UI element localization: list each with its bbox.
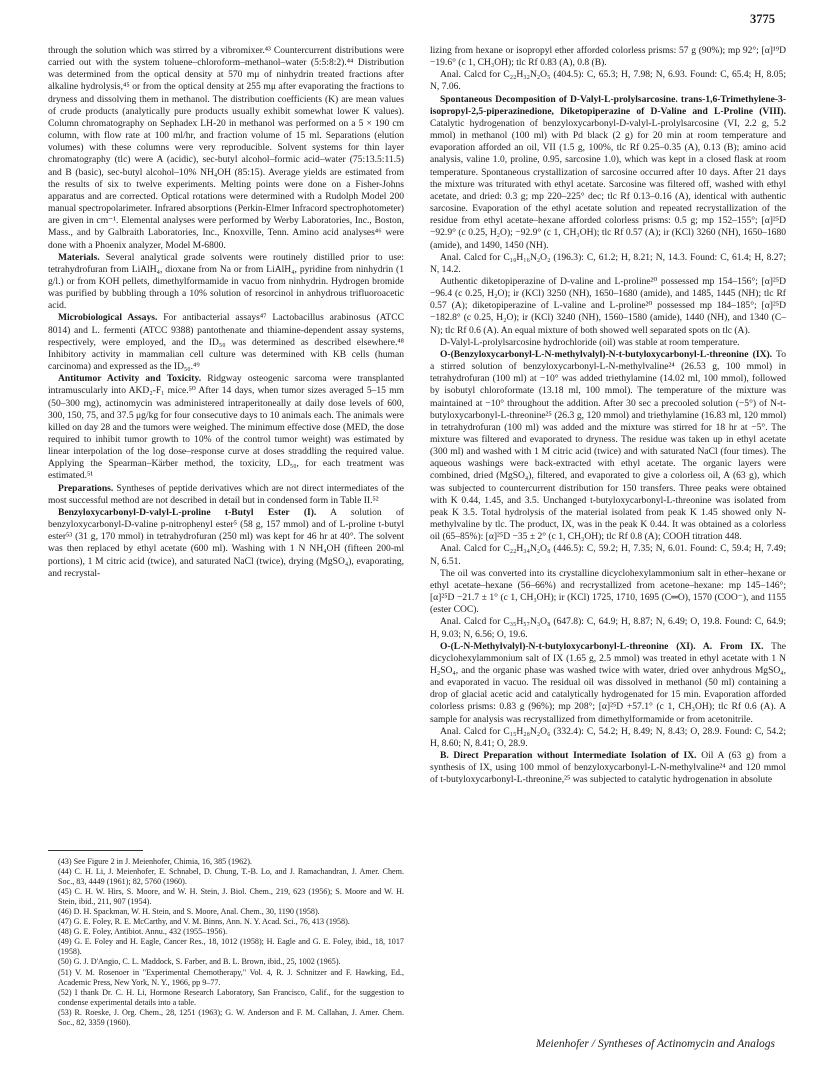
reference-item: (43) See Figure 2 in J. Meienhofer, Chimia, 16, 385 (1962). — [58, 857, 252, 866]
section-heading: Benzyloxycarbonyl-D-valyl-L-proline t-Butyl Ester (I). — [58, 506, 317, 518]
paragraph: Anal. Calcd for C₃₅H₅₇N₃O₈ (647.8): C, 64.9; H, 8.87; N, 6.49; O, 19.8. Found: C, 64.9; H, 9.03; N, 6.56; O, 19.6. — [430, 616, 786, 640]
paragraph: Anal. Calcd for C₂₂H₃₂N₂O₅ (404.5): C, 65.3; H, 7.98; N, 6.93. Found: C, 65.4; H, 8.05; N, 7.06. — [430, 69, 786, 93]
reference-item: (53) R. Roeske, J. Org. Chem., 28, 1251 (1963); G. W. Anderson and F. M. Callahan, J. Amer. Chem. Soc., 82, 3359 (1960). — [58, 1007, 404, 1027]
running-footer: Meienhofer / Syntheses of Actinomycin and Analogs — [535, 1038, 775, 1050]
paragraph: Authentic diketopiperazine of D-valine and L-proline²⁰ possessed mp 154–156°; [α]²⁵D −96.4 (c 0.25, H₂O); ir (KCl) 3250 (NH), 1650–1680 (amide), and 1485, 1445 (NH); tlc Rf 0.57 (A); diketopiperazine of L-valine and L-proline²⁰ possessed mp 184–185°; [α]²⁵D −182.8° (c 0.25, H₂O); ir (KCl) 3240 (NH), 1560–1580 (amide), 1440 (NH), and 1340 (C–N); tlc Rf 0.6 (A). An equal mixture of both showed well separated spots on tlc (A). — [430, 275, 786, 336]
paragraph-text: To a stirred solution of benzyloxycarbonyl-L-N-methylvaline²⁴ (26.53 g, 100 mmol) in tetrahydrofuran (100 ml) at −10° was added triethylamine (14.02 ml, 100 mmol), followed by isobutyl chloroformate (13.18 ml, 100 mmol). The temperature of the mixture was maintained at −10° throughout the addition. After 30 sec a precooled solution (−5°) of N-t-butyloxycarbonyl-L-threonine²⁵ (26.3 g, 120 mmol) and triethylamine (16.83 ml, 120 mmol) in tetrahydrofuran (100 ml) was added and the mixture was stirred for 18 hr at −5°. The mixture was filtered and evaporated to dryness. The residue was taken up in ethyl acetate (300 ml) and washed with 1 M citric acid (twice) and with saturated NaCl (four times). The aqueous washings were back-extracted with ethyl acetate. The organic layers were combined, dried (MgSO₄), filtered, and evaporated to give a colorless oil, A (63 g), which was subjected to countercurrent distribution for 150 transfers. Three peaks were obtained with K 0.44, 1.45, and 3.5. Unchanged t-butyloxycarbonyl-L-threonine was isolated from peak K 3.5. Total hydrolysis of the material isolated from peak K 1.45 showed only N-methylvaline by tlc. The product, IX, was in the peak K 0.44. It was obtained as a colorless oil (65–85%): [α]²⁵D −35 ± 2° (c 1, CH₃OH); tlc Rf 0.8 (A); COOH titration 448. — [430, 348, 786, 543]
paragraph — [430, 641, 786, 726]
left-column — [48, 45, 404, 580]
paragraph: through the solution which was stirred by a vibromixer.⁴³ Countercurrent distributions were carried out with the system toluene–chloroform–methanol–water (5:5:8:2).⁴⁴ Distribution was determined from the optical density at 570 mμ of ninhydrin treated fractions after alkaline hydrolysis,⁴⁵ or from the optical density at 255 mμ after evaporating the fractions to dryness and dissolving them in methanol. The distribution coefficients (K) are mean values of crude products (analytically pure products usually exhibit somewhat lower K values). Column chromatography on Sephadex LH-20 in methanol was performed on a 5 × 190 cm column, with flow rate at 100 ml/hr, and fraction volume of 15 ml. Separations (elution volumes) with these columns were very reproducible. Solvent systems for thin layer chromatography (tlc) were A (acidic), sec-butyl alcohol–formic acid–water (75:13.5:11.5) and B (basic), sec-butyl alcohol–10% NH₄OH (85:15). Average yields are estimated from the results of six to twelve experiments. Melting points were done on a Fisher-Johns apparatus and are corrected. Optical rotations were determined with a Rudolph Model 200 manual spectropolarimeter. Infrared absorptions (Perkin-Elmer Infracord spectrophotometer) are given in cm⁻¹. Elemental analyses were performed by Werby Laboratories, Inc., Boston, Mass., and by Galbraith Laboratories, Inc., Knoxville, Tenn. Amino acid analyses⁴⁶ were done with a Phoenix analyzer, Model M-6800. — [48, 45, 404, 251]
paragraph — [48, 507, 404, 580]
paragraph-text: Several analytical grade solvents were routinely distilled prior to use: tetrahydrofuran from LiAlH₄, dioxane from Na or from LiAlH₄, pyridine from ninhydrin (1 g/l.) or from KOH pellets, dimethylformamide in vacuo from ninhydrin. Hydrogen bromide was purified by bubbling through a 10% solution of resorcinol in anhydrous trifluoroacetic acid. — [48, 251, 404, 312]
reference-item: (50) G. J. D'Angio, C. L. Maddock, S. Farber, and B. L. Brown, ibid., 25, 1002 (1965). — [58, 957, 341, 967]
section-heading: Antitumor Activity and Toxicity. — [58, 373, 202, 385]
reference-item: (44) C. H. Li, J. Meienhofer, E. Schnabel, D. Chung, T.-B. Lo, and J. Ramachandran, J. Amer. Chem. Soc., 83, 4449 (1961); 82, 5760 (1960). — [58, 867, 404, 887]
paragraph-text: For antibacterial assays⁴⁷ Lactobacillus arabinosus (ATCC 8014) and L. fermenti (ATCC 9388) pantothenate and thiamine-dependent assay systems, respectively, were employed, and the ID₅₀ was determined as described elsewhere.⁴⁸ Inhibitory activity in mammalian cell culture was determined with KB cells (human carcinoma) and expressed as the ID₅₀.⁴⁹ — [48, 312, 404, 373]
paragraph — [430, 94, 786, 252]
paragraph — [430, 349, 786, 544]
reference-item: (52) I thank Dr. C. H. Li, Hormone Research Laboratory, San Francisco, Calif., for the suggestion to condense experimental details into a table. — [58, 987, 404, 1007]
paragraph-text: Ridgway osteogenic sarcoma were transplanted intramuscularly into AKD₂-F₁ mice.⁵⁰ After 14 days, when tumor sizes averaged 5–15 mm (50–300 mg), actinomycin was administered intraperitoneally at daily dose levels of 600, 300, 150, 75, and 37.5 μg/kg for four consecutive days to 10 animals each. The animals were killed on day 28 and the tumors were weighed. The minimum effective dose (MED, the dose required to inhibit tumor growth to 10% of the control tumor weight) was estimated by linear interpolation of the log dose–response curve at doses straddling the required value. Applying the Spearman–Kärber method, the toxicity, LD₅₀, for each treatment was estimated.⁵¹ — [48, 373, 405, 482]
paragraph — [48, 312, 404, 373]
references-list — [48, 857, 404, 1028]
page-number: 3775 — [750, 12, 775, 26]
paragraph-text: A solution of benzyloxycarbonyl-D-valine p-nitrophenyl ester⁵ (58 g, 157 mmol) and of L-proline t-butyl ester⁵³ (31 g, 170 mmol) in tetrahydrofuran (250 ml) was kept for 46 hr at 40°. The solvent was then replaced by ethyl acetate (600 ml). Washing with 1 N NH₄OH (fifteen 200-ml portions), 1 M citric acid (twice), and saturated NaCl (twice), drying (MgSO₄), evaporating, and recrystal- — [48, 506, 404, 579]
section-heading: Preparations. — [58, 482, 114, 494]
paragraph — [48, 252, 404, 313]
reference-item: (48) G. E. Foley, Antibiot. Annu., 432 (1955–1956). — [58, 927, 228, 937]
right-column — [430, 45, 786, 787]
reference-item: (51) V. M. Rosenoer in "Experimental Chemotherapy," Vol. 4, R. J. Schnitzer and F. Hawking, Ed., Academic Press, New York, N. Y., 1966, pp 9–77. — [58, 967, 404, 987]
reference-item: (47) G. E. Foley, R. E. McCarthy, and V. M. Binns, Ann. N. Y. Acad. Sci., 76, 413 (1958). — [58, 917, 350, 927]
section-heading: Spontaneous Decomposition of D-Valyl-L-prolylsarcosine. trans-1,6-Trimethylene-3-isopropyl-2,5-piperazinedione, Diketopiperazine of D-Valine and L-Proline (VIII). — [430, 93, 786, 117]
paragraph-text: Oil A (63 g) from a synthesis of IX, using 100 mmol of benzyloxycarbonyl-L-N-methylvaline²⁴ and 120 mmol of t-butyloxycarbonyl-L-threonine,²⁵ was subjected to catalytic hydrogenation in absolute — [430, 750, 786, 786]
paragraph: D-Valyl-L-prolylsarcosine hydrochloride (oil) was stable at room temperature. — [440, 336, 740, 348]
reference-item: (45) C. H. W. Hirs, S. Moore, and W. H. Stein, J. Biol. Chem., 219, 623 (1956); S. Moore and W. H. Stein, ibid., 211, 907 (1954). — [58, 887, 404, 907]
section-heading: O-(Benzyloxycarbonyl-L-N-methylvalyl)-N-t-butyloxycarbonyl-L-threonine (IX). — [440, 348, 773, 360]
paragraph: lizing from hexane or isopropyl ether afforded colorless prisms: 57 g (90%); mp 92°; [α]¹⁹D −19.6° (c 1, CH₃OH); tlc Rf 0.83 (A), 0.8 (B). — [430, 45, 786, 69]
paragraph — [48, 483, 404, 507]
paragraph: Anal. Calcd for C₁₀H₁₆N₂O₂ (196.3): C, 61.2; H, 8.21; N, 14.3. Found: C, 61.4; H, 8.27; N, 14.2. — [430, 251, 786, 275]
section-heading: B. Direct Preparation without Intermediate Isolation of IX. — [440, 750, 697, 762]
paragraph — [48, 373, 404, 482]
footnote-divider — [48, 850, 143, 851]
reference-item: (49) G. E. Foley and H. Eagle, Cancer Res., 18, 1012 (1958); H. Eagle and G. E. Foley, ibid., 18, 1017 (1958). — [58, 937, 404, 957]
section-heading: Microbiological Assays. — [58, 312, 158, 324]
paragraph-text: Catalytic hydrogenation of benzyloxycarbonyl-D-valyl-L-prolylsarcosine (VI, 2.2 g, 5.2 mmol) in methanol (100 ml) with Pd black (2 g) for 20 min at room temperature and evaporation afforded an oil, VII (1.5 g, 100%, tlc Rf 0.25–0.35 (A), 0.13 (B); amino acid analysis, valine 1.0, proline, 0.95, sarcosine 1.0), which was kept in a closed flask at room temperature. Spontaneous crystallization of sarcosine occurred after 10 days. After 21 days the mixture was triturated with ethyl acetate. Sarcosine was filtered off, washed with ethyl acetate, and dried: 0.3 g; mp 220–225° dec; tlc Rf 0.13–0.16 (A), identical with authentic sarcosine. Evaporation of the ethyl acetate solution and repeated recrystallization of the residue from ethyl acetate–hexane afforded colorless prisms: 0.5 g; mp 152–155°; [α]²⁵D −92.9° (c 0.25, H₂O); −92.9° (c 1, CH₃OH); tlc Rf 0.57 (A); ir (KCl) 3260 (NH), 1650–1680 (amide), and 1490, 1450 (NH). — [430, 117, 786, 251]
paragraph: Anal. Calcd for C₁₅H₂₈N₂O₆ (332.4): C, 54.2; H, 8.49; N, 8.43; O, 28.9. Found: C, 54.2; H, 8.60; N, 8.41; O, 28.9. — [430, 725, 786, 749]
paragraph: The oil was converted into its crystalline dicyclohexylammonium salt in ether–hexane or ethyl acetate–hexane (56–66%) and recrystallized from acetone–hexane: mp 145–146°; [α]²⁵D −21.7 ± 1° (c 1, CH₃OH); ir (KCl) 1725, 1710, 1695 (C═O), 1570 (COO⁻), and 1155 (ester COC). — [430, 567, 786, 616]
reference-item: (46) D. H. Spackman, W. H. Stein, and S. Moore, Anal. Chem., 30, 1190 (1958). — [58, 907, 320, 917]
section-heading: Materials. — [58, 251, 100, 263]
section-heading: O-(L-N-Methylvalyl)-N-t-butyloxycarbonyl-L-threonine (XI). A. From IX. — [440, 640, 764, 652]
paragraph-text: Syntheses of peptide derivatives which are not direct intermediates of the most successful method are not described in detail but in condensed form in Table II.⁵² — [48, 482, 404, 506]
paragraph: Anal. Calcd for C₂₂H₃₄N₂O₈ (446.5): C, 59.2; H, 7.35; N, 6.01. Found: C, 59.4; H, 7.49; N, 6.51. — [430, 543, 786, 567]
paragraph — [430, 750, 786, 786]
paragraph-text: The dicyclohexylammonium salt of IX (1.65 g, 2.5 mmol) was treated in ethyl acetate with 1 N H₂SO₄, and the organic phase was washed twice with water, dried over anhydrous MgSO₄, and evaporated in vacuo. The residual oil was dissolved in methanol (50 ml) containing a drop of glacial acetic acid and catalytically hydrogenated for 15 min. Evaporation afforded colorless prisms: 0.83 g (96%); mp 208°; [α]²⁵D +57.1° (c 1, CH₃OH); tlc Rf 0.6 (A). A sample for analysis was recrystallized from dimethylformamide or from acetonitrile. — [430, 640, 786, 725]
